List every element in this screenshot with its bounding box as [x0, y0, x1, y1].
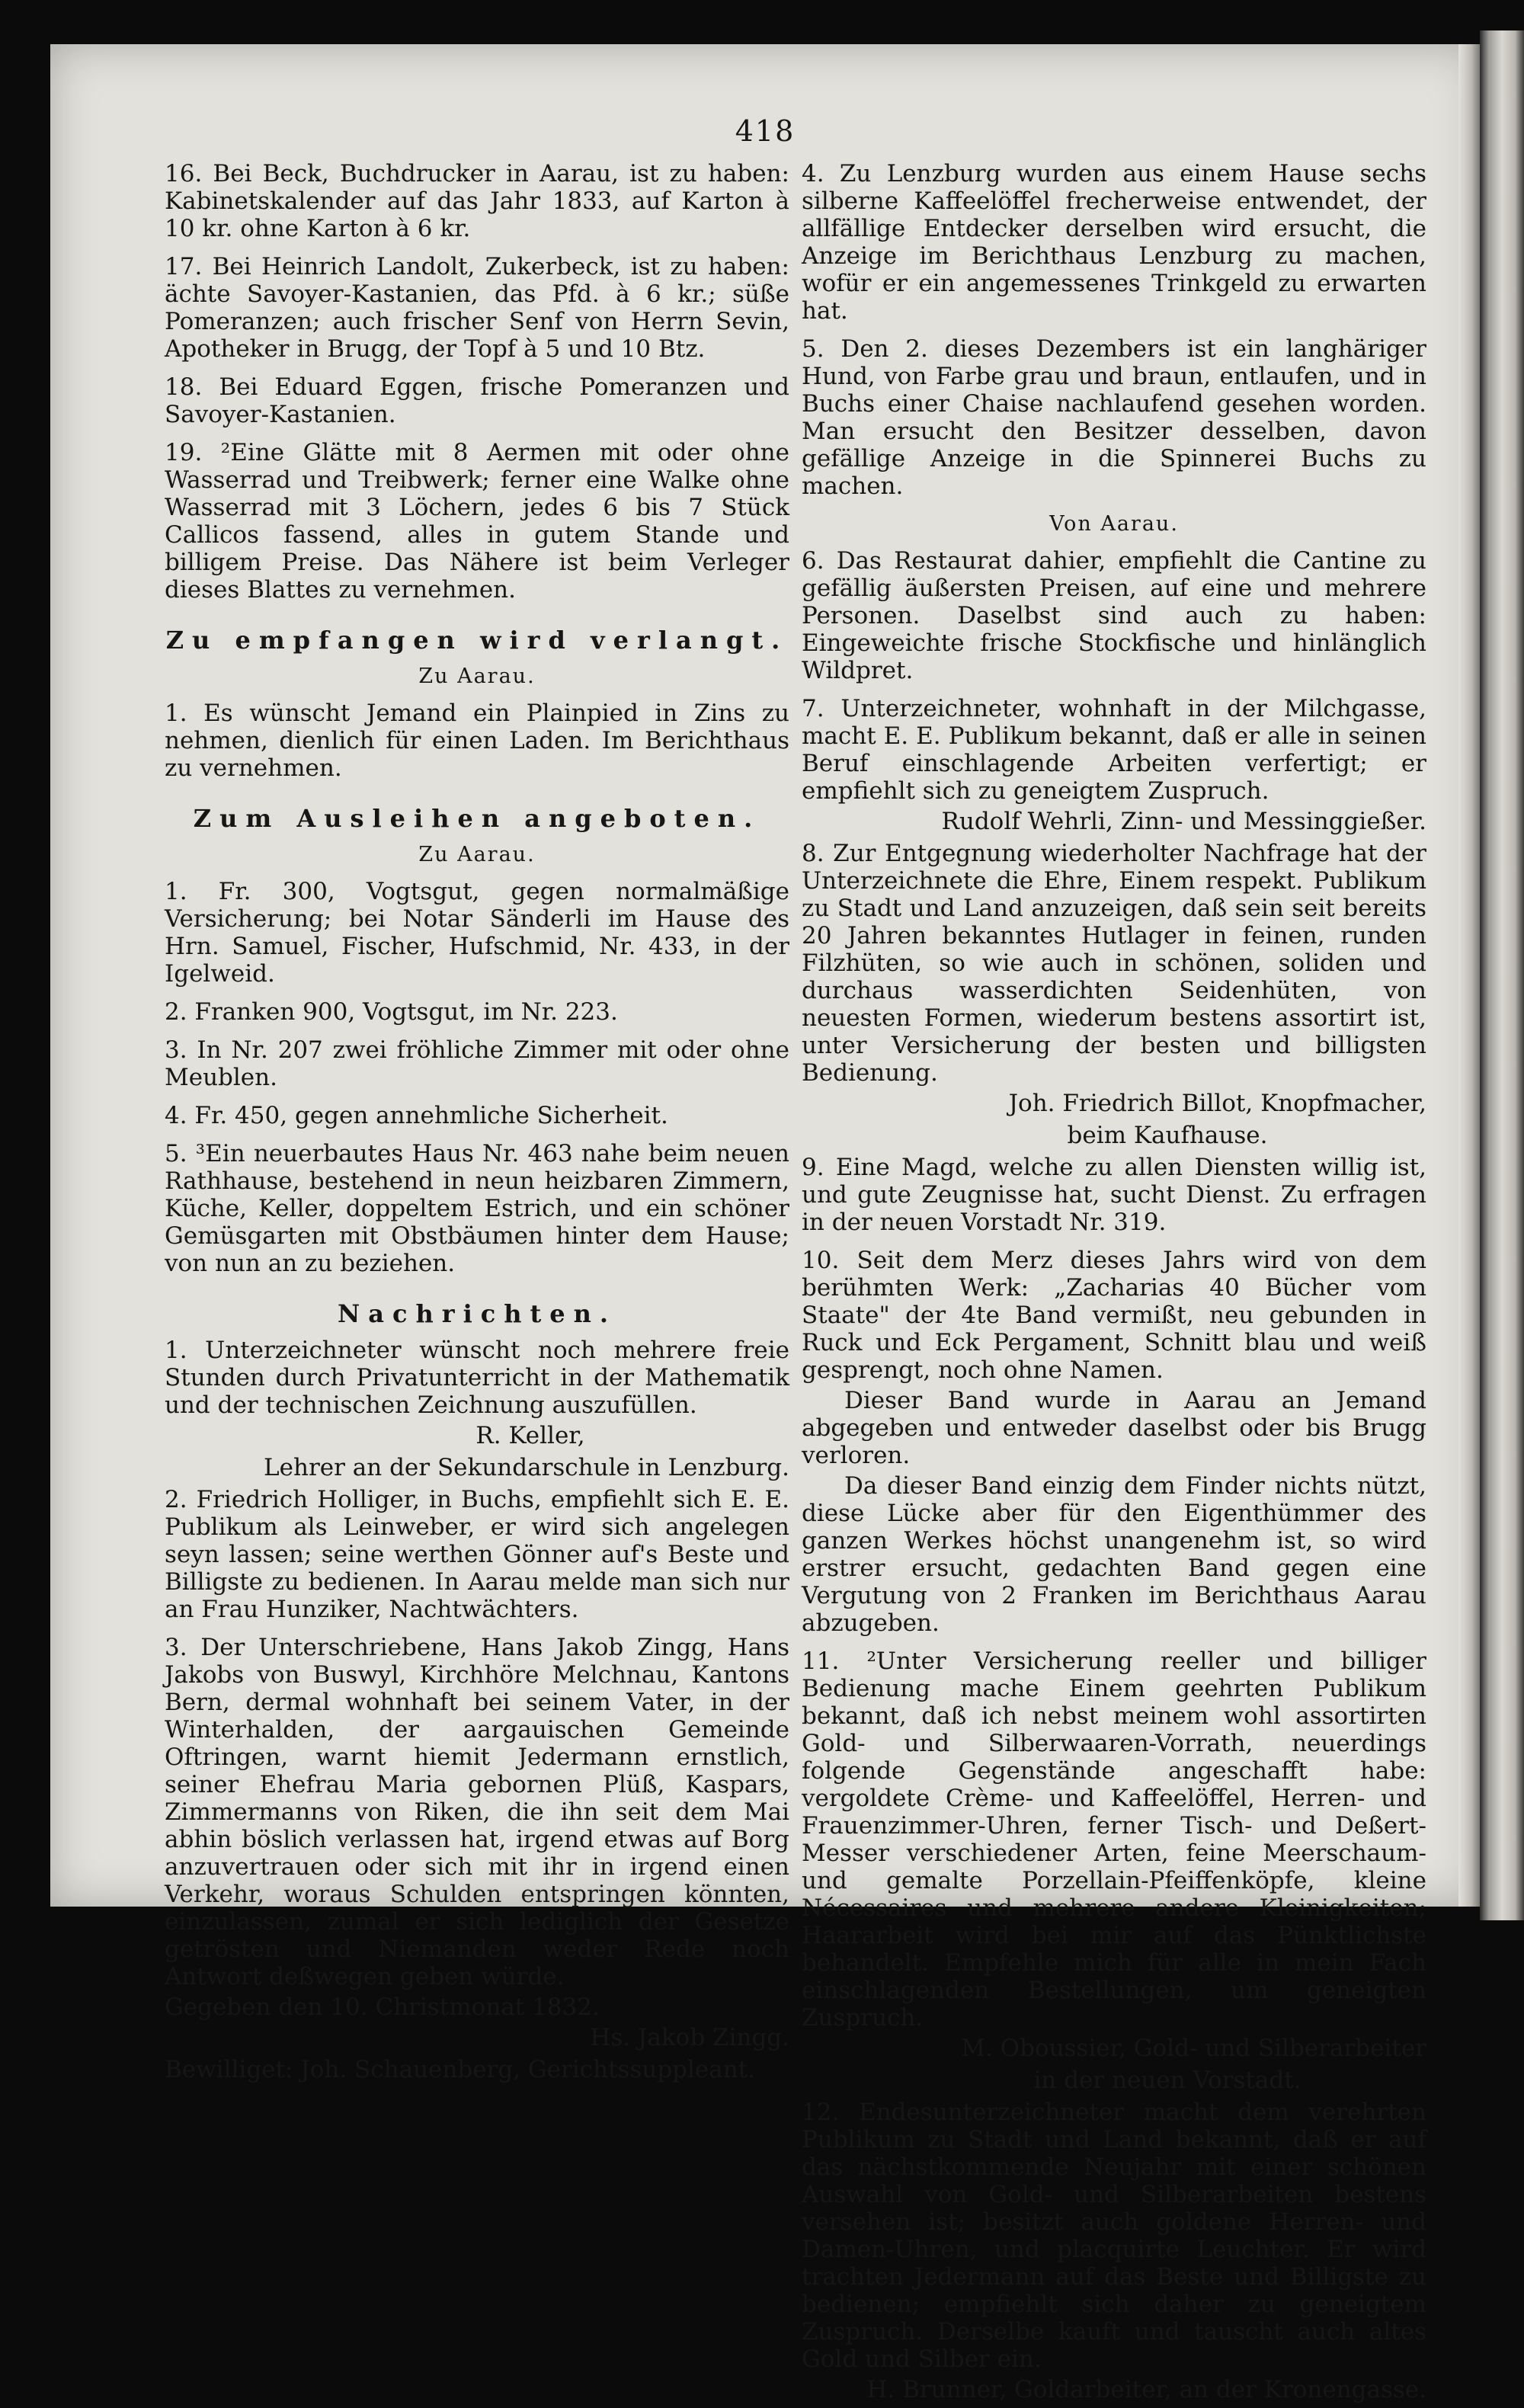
- nachricht-11-text: 11. ²Unter Versicherung reeller und billiger Bedienung mache Einem geehrten Publikum bekannt, daß ich nebst meinem wohl assortirten Gold- und Silberwaaren-Vorrath, neuerdings folgende Gegenstände angeschafft habe: vergoldete Crème- und Kaffeelöffel, Herren- und Frauenzimmer-Uhren, ferner Tisch- und Deßert-Messer verschiedener Arten, feine Meerschaum- und gemalte Porzellain-Pfeiffenköpfe, kleine Nécessaires und mehrere andere Kleinigkeiten; Haararbeit wird bei mir auf das Pünktlichste behandelt. Empfehle mich für alle in mein Fach einschlagenden Bestellungen, um geneigten Zuspruch.: [802, 1647, 1426, 2032]
- page-spine-shadow: [1458, 44, 1480, 1907]
- nachricht-10-paragraph-2: Dieser Band wurde in Aarau an Jemand abgegeben und entweder daselbst oder bis Brugg verloren.: [802, 1387, 1426, 1469]
- left-column: [165, 160, 789, 2086]
- ad-item-18: 18. Bei Eduard Eggen, frische Pomeranzen und Savoyer-Kastanien.: [165, 373, 789, 428]
- nachricht-8-text: 8. Zur Entgegnung wiederholter Nachfrage hat der Unterzeichnete die Ehre, Einem respekt. Publikum zu Stadt und Land anzuzeigen, daß sein seit bereits 20 Jahren bekanntes Hutlager in feinen, runden Filzhüten, so wie auch in schönen, soliden und durchaus wasserdichten Seidenhüten, von neuesten Formen, wiederum bestens assortirt ist, unter Versicherung der besten und billigsten Bedienung.: [802, 840, 1426, 1087]
- nachricht-1-text: 1. Unterzeichneter wünscht noch mehrere freie Stunden durch Privatunterricht in der Mathematik und der technischen Zeichnung auszufüllen.: [165, 1337, 789, 1419]
- nachricht-11-signature-name: M. Oboussier, Gold- und Silberarbeiter: [961, 2035, 1426, 2062]
- section-subheading-von-aarau: Von Aarau.: [1049, 512, 1179, 536]
- nachricht-7-signature: Rudolf Wehrli, Zinn- und Messinggießer.: [941, 808, 1426, 835]
- section-heading-verlangt: Zu empfangen wird verlangt.: [165, 626, 789, 655]
- section-subheading-verlangt: Zu Aarau.: [418, 664, 536, 688]
- ausleihen-item-2: 2. Franken 900, Vogtsgut, im Nr. 223.: [165, 998, 618, 1026]
- ad-item-16: 16. Bei Beck, Buchdrucker in Aarau, ist zu haben: Kabinetskalender auf das Jahr 1833, auf Karton à 10 kr. ohne Karton à 6 kr.: [165, 160, 789, 242]
- nachricht-8-signature-place: beim Kaufhause.: [1067, 1122, 1268, 1149]
- nachricht-7-text: 7. Unterzeichneter, wohnhaft in der Milchgasse, macht E. E. Publikum bekannt, daß er alle in seinen Beruf einschlagende Arbeiten verfertigt; er empfiehlt sich zu geneigtem Zuspruch.: [802, 695, 1426, 805]
- nachricht-10-paragraph-3: Da dieser Band einzig dem Finder nichts nützt, diese Lücke aber für den Eigenthümmer des ganzen Werkes höchst unangenehm ist, so wird erstrer ersucht, gedachten Band gegen eine Vergutung von 2 Franken im Berichthaus Aarau abzugeben.: [802, 1472, 1426, 1637]
- nachricht-3-approval: Bewilliget: Joh. Schauenberg, Gerichtssuppleant.: [165, 2056, 756, 2083]
- nachricht-10-text: 10. Seit dem Merz dieses Jahrs wird von dem berühmten Werk: „Zacharias 40 Bücher vom Staate" der 4te Band vermißt, neu gebunden in Ruck und Eck Pergament, Schnitt blau und weiß gesprengt, noch ohne Namen.: [802, 1247, 1426, 1384]
- page-number: 418: [735, 114, 796, 148]
- nachricht-4-text: 4. Zu Lenzburg wurden aus einem Hause sechs silberne Kaffeelöffel frecherweise entwendet, der allfällige Entdecker derselben wird ersucht, die Anzeige im Berichthaus Lenzburg zu machen, wofür er ein angemessenes Trinkgeld zu erwarten hat.: [802, 160, 1426, 325]
- nachricht-6-text: 6. Das Restaurat dahier, empfiehlt die Cantine zu gefällig äußersten Preisen, auf eine und mehrere Personen. Daselbst sind auch zu haben: Eingeweichte frische Stockfische und hinlänglich Wildpret.: [802, 547, 1426, 684]
- ausleihen-item-3: 3. In Nr. 207 zwei fröhliche Zimmer mit oder ohne Meublen.: [165, 1036, 789, 1091]
- right-column: [802, 160, 1426, 2408]
- nachricht-1-signature-name: R. Keller,: [475, 1422, 585, 1449]
- ad-item-17: 17. Bei Heinrich Landolt, Zukerbeck, ist zu haben: ächte Savoyer-Kastanien, das Pfd. à 6 kr.; süße Pomeranzen; auch frischer Senf von Herrn Sevin, Apotheker in Brugg, der Topf à 5 und 10 Btz.: [165, 253, 789, 363]
- verlangt-item-1: 1. Es wünscht Jemand ein Plainpied in Zins zu nehmen, dienlich für einen Laden. Im Berichthaus zu vernehmen.: [165, 700, 789, 782]
- nachricht-3-signature: Hs. Jakob Zingg.: [590, 2024, 789, 2051]
- ad-item-19: 19. ²Eine Glätte mit 8 Aermen mit oder ohne Wasserrad und Treibwerk; ferner eine Walke ohne Wasserrad mit 3 Löchern, jedes 6 bis 7 Stück Callicos fassend, alles in gutem Stande und billigem Preise. Das Nähere ist beim Verleger dieses Blattes zu vernehmen.: [165, 439, 789, 604]
- nachricht-12-signature: H. Brunner, Goldarbeiter, an der Kronengasse.: [866, 2376, 1426, 2403]
- section-subheading-ausleihen: Zu Aarau.: [418, 843, 536, 866]
- section-heading-ausleihen: Zum Ausleihen angeboten.: [193, 804, 761, 833]
- section-heading-nachrichten: Nachrichten.: [337, 1299, 617, 1328]
- nachricht-9-text: 9. Eine Magd, welche zu allen Diensten willig ist, und gute Zeugnisse hat, sucht Dienst. Zu erfragen in der neuen Vorstadt Nr. 319.: [802, 1154, 1426, 1236]
- nachricht-5-text: 5. Den 2. dieses Dezembers ist ein langhäriger Hund, von Farbe grau und braun, entlaufen, und in Buchs einer Chaise nachlaufend gesehen worden. Man ersucht den Besitzer desselben, davon gefällige Anzeige in die Spinnerei Buchs zu machen.: [802, 335, 1426, 500]
- ausleihen-item-4: 4. Fr. 450, gegen annehmliche Sicherheit.: [165, 1102, 668, 1129]
- ausleihen-item-1: 1. Fr. 300, Vogtsgut, gegen normalmäßige Versicherung; bei Notar Sänderli im Hause des Hrn. Samuel, Fischer, Hufschmid, Nr. 433, in der Igelweid.: [165, 878, 789, 988]
- nachricht-3-text: 3. Der Unterschriebene, Hans Jakob Zingg, Hans Jakobs von Buswyl, Kirchhöre Melchnau, Kantons Bern, dermal wohnhaft bei seinem Vater, in der Winterhalden, der aargauischen Gemeinde Oftringen, warnt hiemit Jedermann ernstlich, seiner Ehefrau Maria gebornen Plüß, Kaspars, Zimmermanns von Riken, die ihn seit dem Mai abhin böslich verlassen hat, irgend etwas auf Borg anzuvertrauen oder sich mit ihr in irgend einen Verkehr, woraus Schulden entspringen könnten, einzulassen, zumal er sich lediglich der Gesetze getrösten und Niemanden weder Rede noch Antwort deßwegen geben würde.: [165, 1634, 789, 1990]
- ausleihen-item-5: 5. ³Ein neuerbautes Haus Nr. 463 nahe beim neuen Rathhause, bestehend in neun heizbaren Zimmern, Küche, Keller, doppeltem Estrich, und ein schöner Gemüsgarten mit Obstbäumen hinter dem Hause; von nun an zu beziehen.: [165, 1140, 789, 1277]
- nachricht-2-text: 2. Friedrich Holliger, in Buchs, empfiehlt sich E. E. Publikum als Leinweber, er wird sich angelegen seyn lassen; seine werthen Gönner auf's Beste und Billigste zu bedienen. In Aarau melde man sich nur an Frau Hunziker, Nachtwächters.: [165, 1486, 789, 1623]
- nachricht-1-signature-title: Lehrer an der Sekundarschule in Lenzburg.: [264, 1454, 789, 1481]
- nachricht-3-date: Gegeben den 10. Christmonat 1832.: [165, 1993, 600, 2021]
- adjacent-page-edge: [1480, 30, 1524, 1920]
- newspaper-page: [50, 44, 1480, 2403]
- nachricht-11-signature-place: in der neuen Vorstadt.: [1033, 2067, 1301, 2094]
- nachricht-12-text: 12. Endesunterzeichneter macht dem verehrten Publikum zu Stadt und Land bekannt, daß er auf das nächstkommende Neujahr mit einer schönen Auswahl von Gold- und Silberarbeiten bestens versehen ist; besitzt auch goldene Herren- und Damen-Uhren, und placquirte Leuchter. Er wird trachten Jedermann auf das Beste und Billigste zu bedienen; empfiehlt sich daher zu geneigtem Zuspruch. Derselbe kauft und tauscht auch altes Gold und Silber ein.: [802, 2099, 1426, 2373]
- nachricht-8-signature-name: Joh. Friedrich Billot, Knopfmacher,: [1008, 1090, 1426, 1117]
